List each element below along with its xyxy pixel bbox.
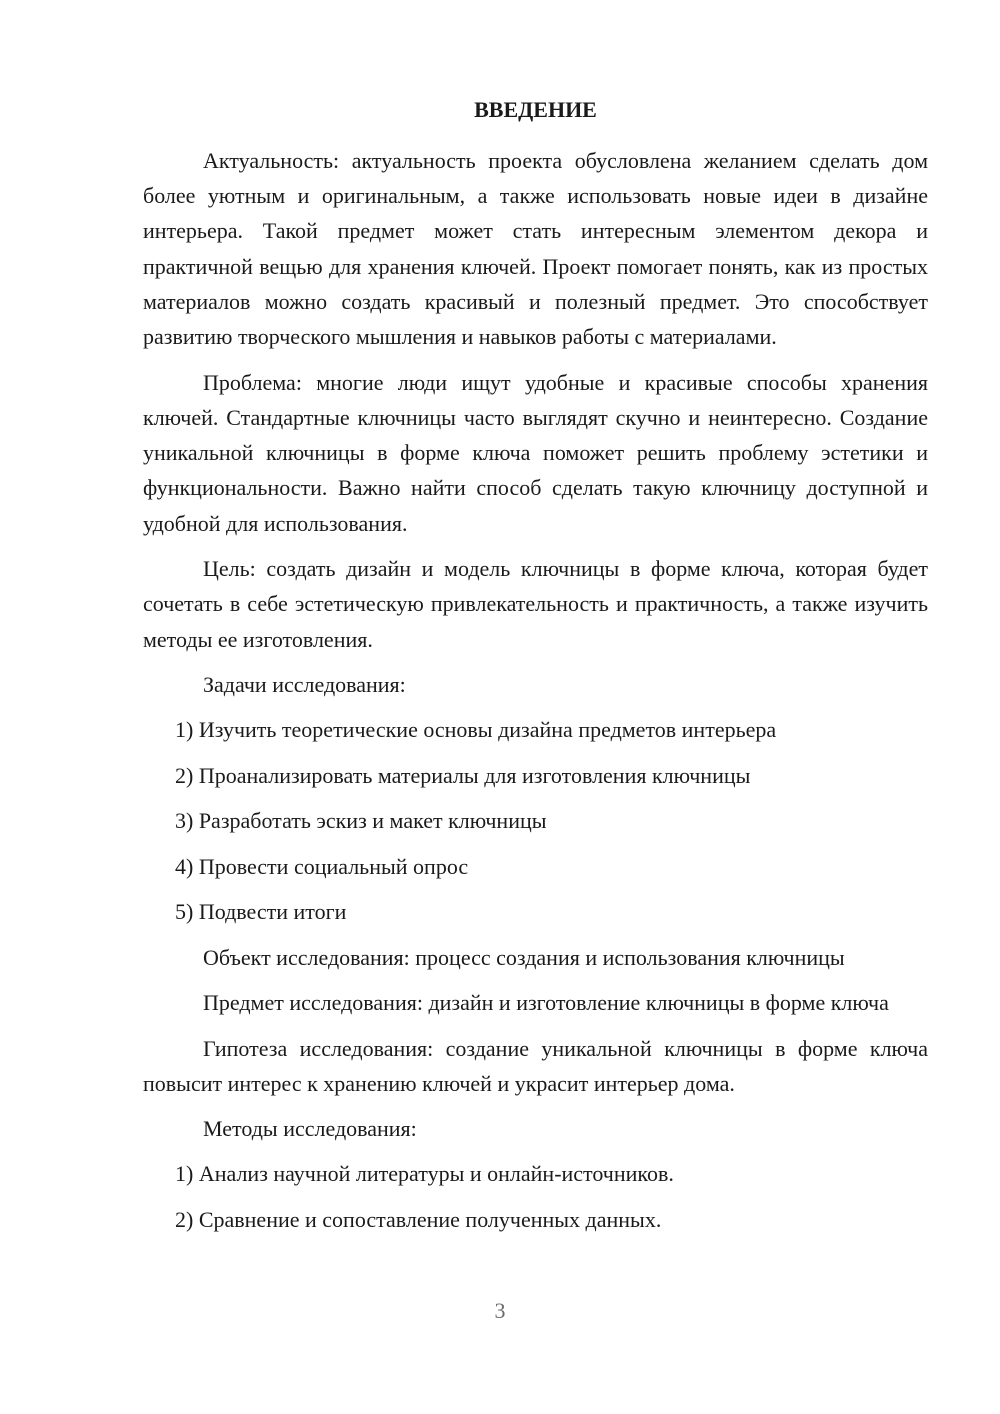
- page-number: 3: [494, 1298, 506, 1323]
- hypothesis-paragraph: Гипотеза исследования: создание уникальной ключницы в форме ключа повысит интерес к хранению ключей и украсит интерьер дома.: [143, 1035, 928, 1096]
- subject-paragraph: Предмет исследования: дизайн и изготовление ключницы в форме ключа: [203, 989, 889, 1015]
- page-content: [143, 95, 928, 1247]
- methods-heading: Методы исследования:: [203, 1116, 417, 1142]
- tasks-heading: Задачи исследования:: [203, 672, 406, 698]
- method-item: 1) Анализ научной литературы и онлайн-источников.: [175, 1161, 674, 1187]
- task-item: 5) Подвести итоги: [175, 899, 347, 925]
- relevance-paragraph: Актуальность: актуальность проекта обусловлена желанием сделать дом более уютным и оригинальным, а также использовать новые идеи в дизайне интерьера. Такой предмет может стать интересным элементом декора и практичной вещью для хранения ключей. Проект помогает понять, как из простых материалов можно создать красивый и полезный предмет. Это способствует развитию творческого мышления и навыков работы с материалами.: [143, 148, 928, 350]
- object-line: Объект исследования: процесс создания и использования ключницы: [203, 944, 845, 970]
- task-item: 1) Изучить теоретические основы дизайна предметов интерьера: [175, 717, 777, 743]
- method-item: 2) Сравнение и сопоставление полученных данных.: [175, 1206, 662, 1232]
- problem-paragraph: Проблема: многие люди ищут удобные и красивые способы хранения ключей. Стандартные ключницы часто выглядят скучно и неинтересно. Создание уникальной ключницы в форме ключа поможет решить проблему эстетики и функциональности. Важно найти способ сделать такую ключницу доступной и удобной для использования.: [143, 369, 928, 536]
- task-item: 4) Провести социальный опрос: [175, 853, 469, 879]
- section-title: ВВЕДЕНИЕ: [474, 97, 597, 122]
- goal-paragraph: Цель: создать дизайн и модель ключницы в форме ключа, которая будет сочетать в себе эстетическую привлекательность и практичность, а также изучить методы ее изготовления.: [143, 556, 928, 652]
- task-item: 3) Разработать эскиз и макет ключницы: [175, 808, 547, 834]
- task-item: 2) Проанализировать материалы для изготовления ключницы: [175, 762, 751, 788]
